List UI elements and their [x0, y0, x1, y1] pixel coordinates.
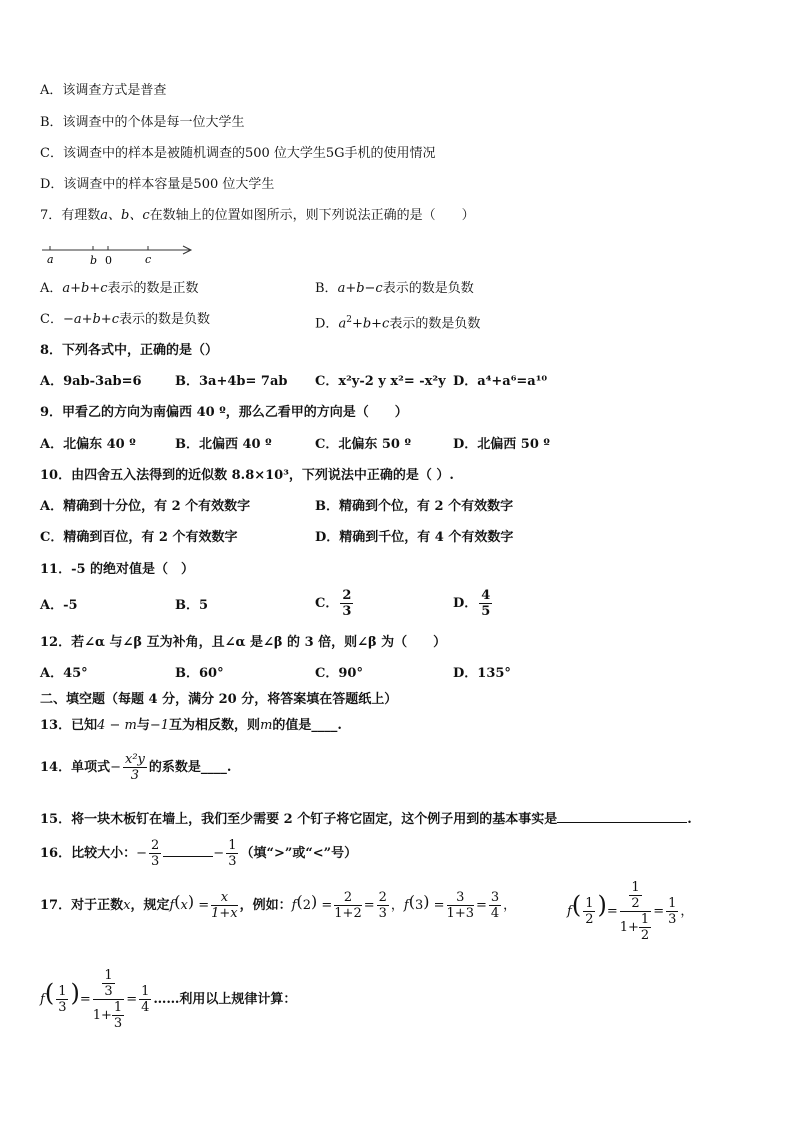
q8-option-d: D．a⁴+a⁶=a¹⁰ [453, 374, 548, 389]
q10-option-a: A．精确到十分位，有 2 个有效数字 [40, 499, 251, 514]
q8-option-b: B．3a+4b= 7ab [175, 374, 288, 389]
q9-stem: 9．甲看乙的方向为南偏西 40 º，那么乙看甲的方向是（ ） [40, 405, 408, 420]
q14: 14．单项式− $\frac{\text{x²y}}{3}$ 的系数是____. [40, 752, 232, 783]
q12-stem: 12．若∠α 与∠β 互为补角，且∠α 是∠β 的 3 倍，则∠β 为（ ） [40, 635, 447, 650]
fraction-3-4-result: $\frac{3}{4}$ [490, 890, 500, 921]
fraction-1-3-bottom: $\frac{1}{3}$ [113, 1000, 123, 1031]
q12-option-b: B．60° [175, 666, 224, 681]
monomial-fraction: $\frac{\text{x²y}}{3}$ [125, 752, 145, 783]
q15: 15．将一块木板钉在墙上，我们至少需要 2 个钉子将它固定，这个例子用到的基本事实是 . [40, 812, 692, 827]
q9-option-c: C．北偏东 50 º [315, 437, 411, 452]
fraction-4-5: $\frac{4}{5}$ [481, 588, 491, 619]
q8-stem: 8．下列各式中，正确的是（） [40, 343, 219, 358]
fraction-2-3-result: $\frac{2}{3}$ [378, 890, 387, 921]
section-heading: 二、填空题（每题 4 分，满分 20 分，将答案填在答题纸上） [40, 692, 398, 707]
fraction-half-complex: $\frac{1}{2}$ 1+ $\frac{1}{2}$ [619, 880, 650, 943]
fraction-2-over-1plus2: $\frac{2}{1+2}$ [334, 890, 362, 921]
q10-option-c: C．精确到百位，有 2 个有效数字 [40, 530, 238, 545]
q6-option-a: A．该调查方式是普查 [40, 83, 167, 98]
fraction-3-over-1plus3: $\frac{3}{1+3}$ [446, 890, 474, 921]
q9-option-d: D．北偏西 50 º [453, 437, 550, 452]
fraction-1-2-top: $\frac{1}{2}$ [631, 880, 640, 911]
q10-option-b: B．精确到个位，有 2 个有效数字 [315, 499, 514, 514]
q12-option-a: A．45° [40, 666, 88, 681]
numberline-label-a: a [47, 253, 54, 266]
q6-option-c: C．该调查中的样本是被随机调查的500 位大学生5G手机的使用情况 [40, 146, 436, 161]
fraction-1-2-bottom: $\frac{1}{2}$ [640, 912, 650, 943]
q6-option-d: D．该调查中的样本容量是500 位大学生 [40, 177, 275, 192]
q11-option-c: C． $\frac{2}{3}$ [315, 588, 352, 619]
numberline-label-b: b [90, 254, 98, 267]
fraction-x-over-1plusx: $\frac{x}{1+x}$ [211, 890, 238, 921]
numberline-label-0: 0 [105, 254, 112, 267]
q12-option-d: D．135° [453, 666, 511, 681]
fraction-neg-1-3: $\frac{1}{3}$ [228, 838, 237, 869]
q7-option-c: C．−a+b+c表示的数是负数 [40, 312, 210, 327]
fraction-1-2: $\frac{1}{2}$ [585, 896, 594, 927]
answer-blank [557, 822, 687, 823]
fraction-1-3-result: $\frac{1}{3}$ [668, 896, 677, 927]
q8-option-a: A．9ab-3ab=6 [40, 374, 142, 389]
q9-option-b: B．北偏西 40 º [175, 437, 272, 452]
q6-option-b: B．该调查中的个体是每一位大学生 [40, 115, 245, 130]
q7-option-a: A．a+b+c表示的数是正数 [40, 281, 199, 296]
q11-stem: 11．-5 的绝对值是（ ） [40, 562, 195, 577]
fraction-third-complex: $\frac{1}{3}$ 1+ $\frac{1}{3}$ [92, 968, 123, 1031]
q11-option-a: A．-5 [40, 598, 78, 613]
q8-option-c: C．x²y-2 y x²= -x²y [315, 374, 446, 389]
compare-blank [163, 856, 213, 857]
q16: 16．比较大小：− $\frac{2}{3}$ − $\frac{1}{3}$ （填“>”或“<”号） [40, 838, 358, 869]
q7-option-d: D．$a^2+b+c$表示的数是负数 [315, 315, 481, 332]
q10-stem: 10．由四舍五入法得到的近似数 8.8×10³，下列说法中正确的是（ ）. [40, 468, 454, 483]
fraction-neg-2-3: $\frac{2}{3}$ [151, 838, 160, 869]
number-line-diagram [40, 240, 200, 270]
fraction-1-3-arg: $\frac{1}{3}$ [58, 984, 67, 1015]
q17-example-half: f( $\frac{1}{2}$ )= $\frac{1}{2}$ 1+ $\frac{1}{2}$ = $\frac{1}{3}$ ， [567, 880, 694, 943]
q11-option-b: B．5 [175, 598, 209, 613]
q10-option-d: D．精确到千位，有 4 个有效数字 [315, 530, 514, 545]
fraction-1-4-result: $\frac{1}{4}$ [141, 984, 150, 1015]
q17-line1: 17．对于正数x，规定f(x) = $\frac{x}{1+x}$ ，例如：f(2) = $\frac{2}{1+2}$ = $\frac{2}{3}$ ，f(3) = $\frac{3}{1+3}$ = $\frac{3}{4}$ ， [40, 890, 517, 921]
fraction-2-3: $\frac{2}{3}$ [342, 588, 352, 619]
q7-option-b: B．a+b−c表示的数是负数 [315, 281, 474, 296]
q12-option-c: C．90° [315, 666, 363, 681]
q9-option-a: A．北偏东 40 º [40, 437, 136, 452]
numberline-label-c: c [145, 253, 152, 266]
q13: 13．已知4 − m与−1互为相反数，则m的值是____. [40, 718, 342, 733]
q17-line2: f( $\frac{1}{3}$ )= $\frac{1}{3}$ 1+ $\frac{1}{3}$ = $\frac{1}{4}$ ……利用以上规律计算： [40, 968, 297, 1031]
q11-option-d: D． $\frac{4}{5}$ [453, 588, 491, 619]
fraction-1-3-top: $\frac{1}{3}$ [104, 968, 113, 999]
q7-stem: 7．有理数a、b、c在数轴上的位置如图所示，则下列说法正确的是（ ） [40, 208, 475, 223]
